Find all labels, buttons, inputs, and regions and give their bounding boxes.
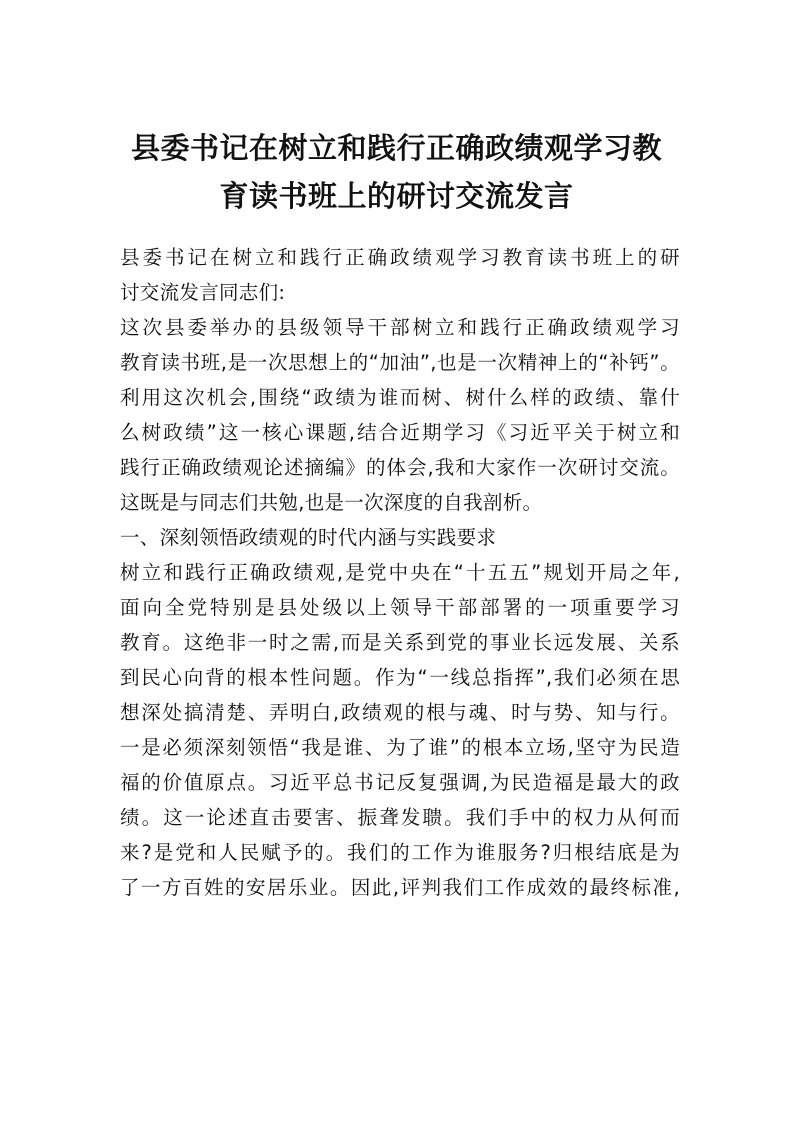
body-line: 绩。这一论述直击要害、振聋发聩。我们手中的权力从何而	[120, 806, 680, 829]
document-body	[120, 240, 680, 905]
section-heading: 一、深刻领悟政绩观的时代内涵与实践要求	[120, 526, 497, 549]
body-line: 这次县委举办的县级领导干部树立和践行正确政绩观学习	[120, 316, 680, 339]
body-line: 了一方百姓的安居乐业。因此,评判我们工作成效的最终标准,	[120, 876, 680, 899]
body-line: 利用这次机会,围绕“政绩为谁而树、树什么样的政绩、靠什	[120, 386, 680, 409]
body-line: 来?是党和人民赋予的。我们的工作为谁服务?归根结底是为	[120, 841, 680, 864]
body-line: 教育读书班,是一次思想上的“加油”,也是一次精神上的“补钙”。	[120, 351, 680, 374]
body-line: 福的价值原点。习近平总书记反复强调,为民造福是最大的政	[120, 771, 680, 794]
body-line: 这既是与同志们共勉,也是一次深度的自我剖析。	[120, 491, 543, 514]
title-line-1: 县委书记在树立和践行正确政绩观学习教	[130, 131, 662, 165]
body-line: 教育。这绝非一时之需,而是关系到党的事业长远发展、关系	[120, 631, 680, 654]
body-line: 树立和践行正确政绩观,是党中央在“十五五”规划开局之年,	[120, 561, 680, 584]
body-line: 践行正确政绩观论述摘编》的体会,我和大家作一次研讨交流。	[120, 456, 680, 479]
body-line: 讨交流发言同志们:	[120, 281, 286, 304]
document-title	[100, 124, 693, 220]
body-line: 么树政绩”这一核心课题,结合近期学习《习近平关于树立和	[120, 421, 680, 444]
body-line: 一是必须深刻领悟“我是谁、为了谁”的根本立场,坚守为民造	[120, 736, 680, 759]
body-line: 到民心向背的根本性问题。作为“一线总指挥”,我们必须在思	[120, 666, 680, 689]
body-line: 想深处搞清楚、弄明白,政绩观的根与魂、时与势、知与行。	[120, 701, 680, 724]
title-line-2: 育读书班上的研讨交流发言	[219, 179, 574, 213]
body-line: 县委书记在树立和践行正确政绩观学习教育读书班上的研	[120, 246, 680, 269]
body-line: 面向全党特别是县处级以上领导干部部署的一项重要学习	[120, 596, 680, 619]
